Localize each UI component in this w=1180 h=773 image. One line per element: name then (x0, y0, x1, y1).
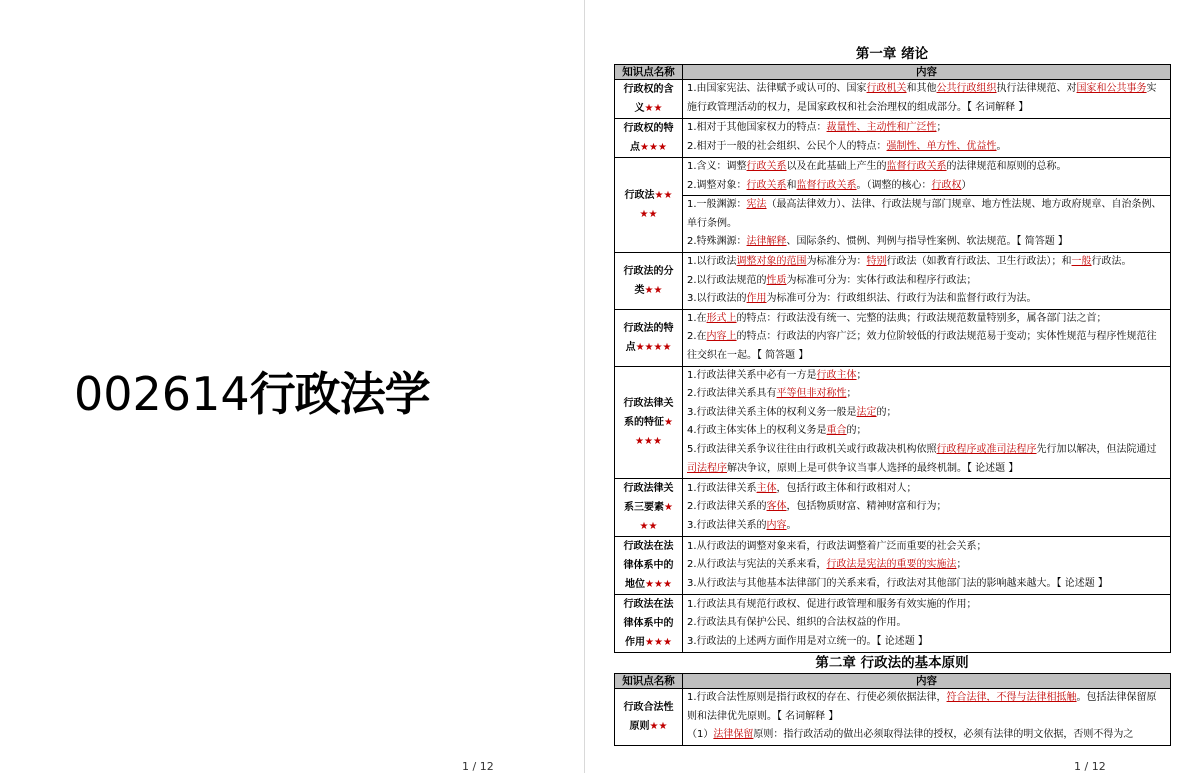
content-cell (683, 80, 1171, 119)
topic-name: 类 (634, 284, 645, 296)
content-text: 4.行政主体实体上的权利义务是 (687, 425, 827, 437)
content-line (687, 138, 1166, 157)
chapter-1-rows (615, 80, 1171, 653)
content-text: 1.在 (687, 312, 707, 324)
table-row (615, 309, 1171, 366)
key-term: 行政法是宪法的重要的实施法 (826, 559, 957, 571)
table-row (615, 119, 1171, 158)
content-text: 1.行政法具有规范行政权、促进行政管理和服务有效实施的作用； (687, 598, 977, 610)
chapter-2-table (614, 673, 1171, 746)
cover-page (0, 0, 584, 773)
topic-name: 律体系中的 (623, 560, 674, 572)
content-text: 和 (786, 179, 797, 191)
topic-cell (615, 479, 683, 537)
table-row (615, 479, 1171, 537)
table-row (615, 595, 1171, 653)
topic-cell (615, 158, 683, 253)
content-text: 为标准可分为：实体行政法和程序行政法； (786, 274, 977, 286)
content-text: 行政法（如教育行政法、卫生行政法）；和 (886, 255, 1072, 267)
content-cell (683, 196, 1171, 253)
course-code: 002614 (74, 367, 250, 421)
content-line (687, 498, 1166, 517)
content-cell (683, 479, 1171, 537)
table-row (615, 537, 1171, 595)
page-number-left: 1 / 12 (462, 760, 494, 773)
content-text: 3.从行政法与其他基本法律部门的关系来看，行政法对其他部门法的影响越来越大。【 论述题 】 (687, 577, 1108, 589)
key-term: 平等但非对称性 (776, 388, 847, 400)
content-text: 1.由国家宪法、法律赋予或认可的、国家 (687, 83, 867, 95)
content-text: 为标准分为： (806, 255, 867, 267)
key-term: 调整对象的范围 (736, 255, 807, 267)
content-line (687, 253, 1166, 272)
importance-stars: ★ (664, 416, 673, 428)
importance-stars: ★ (664, 502, 673, 514)
importance-stars: ★★ (644, 284, 663, 296)
key-term: 法律保留 (713, 729, 754, 741)
key-term: 司法程序 (687, 462, 727, 474)
content-text: 和其他 (906, 83, 937, 95)
topic-name: 行政法在法 (623, 541, 674, 553)
key-term: 作用 (746, 293, 767, 305)
content-text: 3.以行政法的 (687, 293, 747, 305)
content-text: ） (961, 179, 972, 191)
importance-stars: ★★ (654, 189, 673, 201)
content-text: 1.一般渊源： (687, 199, 747, 211)
key-term: 强制性、单方性、优益性 (886, 141, 997, 152)
topic-name: 行政法的分 (623, 265, 674, 277)
content-line (687, 367, 1166, 386)
content-text: 1.相对于其他国家权力的特点： (687, 122, 827, 134)
topic-header: 知识点名称 (615, 674, 683, 689)
importance-stars: ★★★ (645, 637, 672, 649)
importance-stars: ★★ (639, 208, 658, 220)
topic-name: 系的特征 (624, 416, 665, 428)
content-text: 原则：指行政活动的做出必须取得法律的授权，必须有法律的明文依据，否则不得为之 (753, 729, 1134, 741)
key-term: 行政机关 (866, 83, 907, 95)
content-line (687, 119, 1166, 138)
table-row (615, 158, 1171, 196)
content-text: 2.行政法律关系具有 (687, 388, 777, 400)
key-term: 宪法 (746, 199, 767, 211)
key-term: 性质 (766, 274, 787, 286)
key-term: 法定 (856, 406, 877, 418)
topic-name: 系三要素 (624, 502, 665, 514)
key-term: 监督行政关系 (886, 161, 947, 172)
content-text: 的； (846, 425, 867, 437)
chapter-2-title: 第二章 行政法的基本原则 (815, 655, 969, 672)
content-text: 。（调整的核心： (856, 179, 932, 191)
topic-cell (615, 537, 683, 595)
content-line (687, 196, 1166, 233)
content-line (687, 158, 1166, 177)
key-term: 形式上 (706, 312, 737, 324)
content-line (687, 441, 1166, 478)
content-line (687, 517, 1166, 536)
content-text: ； (856, 369, 867, 381)
content-cell (683, 537, 1171, 595)
topic-name: 行政法律关 (623, 483, 674, 495)
content-text: 5.行政法律关系争议往往由行政机关或行政裁决机构依照 (687, 443, 937, 455)
topic-name: 作用 (625, 637, 646, 649)
content-header: 内容 (683, 65, 1171, 80)
content-text: 3.行政法律关系主体的权利义务一般是 (687, 406, 857, 418)
content-text: 2.行政法具有保护公民、组织的合法权益的作用。 (687, 617, 907, 629)
page-divider (584, 0, 585, 773)
content-text: 。 (786, 519, 797, 531)
content-text: 的特点：行政法的内容广泛；效力位阶较低的行政法规范易于变动；实体性规范与程序性规范往往交织在一起。【 简答题 】 (687, 331, 1157, 361)
topic-name: 点 (625, 341, 636, 353)
content-text: ； (846, 388, 857, 400)
key-term: 行政程序或准司法程序 (936, 443, 1037, 455)
topic-name: 行政法的特 (623, 322, 674, 334)
content-text: 3.行政法的上述两方面作用是对立统一的。【 论述题 】 (687, 635, 928, 647)
importance-stars: ★★★ (645, 579, 672, 591)
content-line (687, 633, 1166, 652)
importance-stars: ★★★ (635, 435, 662, 447)
content-text: 为标准可分为：行政组织法、行政行为法和监督行政行为法。 (766, 293, 1037, 305)
content-text: （最高法律效力）、法律、行政法规与部门规章、地方性法规、地方政府规章、自治条例、单行条例。 (687, 199, 1162, 229)
content-text: ，包括行政主体和行政相对人； (776, 482, 917, 494)
topic-header: 知识点名称 (615, 65, 683, 80)
cover-title (74, 358, 430, 424)
topic-name: 行政合法性 (623, 701, 674, 713)
content-cell (683, 595, 1171, 653)
importance-stars: ★★ (649, 720, 668, 732)
topic-name: 律体系中的 (623, 618, 674, 630)
table-row (615, 689, 1171, 746)
content-line (687, 233, 1166, 252)
key-term: 特别 (866, 255, 887, 267)
content-text: 以及在此基础上产生的 (786, 161, 887, 172)
content-text: 2.行政法律关系的 (687, 501, 767, 513)
topic-name: 原则 (629, 720, 650, 732)
key-term: 行政关系 (746, 179, 787, 191)
content-line (687, 726, 1166, 745)
content-cell (683, 689, 1171, 746)
content-line (687, 310, 1166, 329)
content-line (687, 480, 1166, 499)
topic-cell (615, 309, 683, 366)
content-text: 执行法律规范、对 (996, 83, 1077, 95)
key-term: 内容上 (706, 331, 737, 343)
topic-name: 行政法 (624, 189, 655, 201)
content-line (687, 422, 1166, 441)
key-term: 公共行政组织 (936, 83, 997, 95)
key-term: 重合 (826, 425, 847, 437)
content-line (687, 290, 1166, 309)
content-text: 先行加以解决，但法院通过 (1036, 443, 1157, 455)
content-text: 1.从行政法的调整对象来看，行政法调整着广泛而重要的社会关系； (687, 540, 987, 552)
content-text: 2.在 (687, 331, 707, 343)
content-line (687, 385, 1166, 404)
key-term: 裁量性、主动性和广泛性 (826, 122, 937, 134)
key-term: 符合法律，不得与法律相抵触 (946, 692, 1077, 704)
course-title: 行政法学 (249, 367, 430, 421)
content-text: 1.以行政法 (687, 255, 737, 267)
topic-name: 行政法在法 (623, 599, 674, 611)
notes-page (614, 44, 1170, 746)
content-line (687, 575, 1166, 594)
content-text: 1.含义：调整 (687, 161, 747, 172)
topic-name: 义 (634, 103, 645, 114)
importance-stars: ★★★ (640, 142, 667, 153)
content-cell (683, 252, 1171, 309)
content-text: 、国际条约、惯例、判例与指导性案例、软法规范。【 简答题 】 (786, 236, 1068, 248)
topic-name: 行政权的含 (623, 84, 674, 95)
topic-name: 行政权的特 (623, 123, 674, 134)
key-term: 主体 (756, 482, 777, 494)
table-row (615, 252, 1171, 309)
content-text: 1.行政合法性原则是指行政权的存在、行使必须依据法律， (687, 692, 947, 704)
chapter-2-rows (615, 689, 1171, 746)
content-text: ，包括物质财富、精神财富和行为； (786, 501, 947, 513)
key-term: 法律解释 (746, 236, 787, 248)
content-text: 1.行政法律关系 (687, 482, 757, 494)
content-line (687, 538, 1166, 557)
topic-cell (615, 595, 683, 653)
content-text: ； (956, 559, 967, 571)
content-cell (683, 158, 1171, 196)
content-line (687, 272, 1166, 291)
table-row (615, 196, 1171, 253)
content-text: 的特点：行政法没有统一、完整的法典；行政法规范数量特别多，属各部门法之首； (736, 312, 1107, 324)
page-number-right: 1 / 12 (1074, 760, 1106, 773)
content-line (687, 177, 1166, 196)
content-line (687, 614, 1166, 633)
key-term: 内容 (766, 519, 787, 531)
importance-stars: ★★★★ (635, 341, 672, 353)
content-text: 2.以行政法规范的 (687, 274, 767, 286)
topic-name: 地位 (625, 579, 646, 591)
content-line (687, 328, 1166, 365)
content-text: 2.从行政法与宪法的关系来看， (687, 559, 827, 571)
key-term: 一般 (1071, 255, 1092, 267)
content-header: 内容 (683, 674, 1171, 689)
content-text: 3.行政法律关系的 (687, 519, 767, 531)
key-term: 行政权 (931, 179, 962, 191)
importance-stars: ★★ (639, 521, 658, 533)
content-text: 行政法。 (1091, 255, 1132, 267)
topic-cell (615, 119, 683, 158)
content-text: 解决争议，原则上是可供争议当事人选择的最终机制。【 论述题 】 (727, 462, 1019, 474)
table-row (615, 366, 1171, 479)
content-cell (683, 119, 1171, 158)
topic-name: 点 (630, 142, 641, 153)
topic-cell (615, 252, 683, 309)
content-text: 实施行政管理活动的权力，是国家政权和社会治理权的组成部分。【 名词解释 】 (687, 83, 1157, 113)
content-text: ； (936, 122, 947, 134)
table-header-row (615, 674, 1171, 689)
table-row (615, 80, 1171, 119)
content-text: 。 (996, 141, 1007, 152)
content-text: 1.行政法律关系中必有一方是 (687, 369, 817, 381)
content-line (687, 689, 1166, 726)
topic-cell (615, 366, 683, 479)
content-text: 2.特殊渊源： (687, 236, 747, 248)
content-line (687, 556, 1166, 575)
content-text: 2.相对于一般的社会组织、公民个人的特点： (687, 141, 887, 152)
key-term: 行政关系 (746, 161, 787, 172)
key-term: 客体 (766, 501, 787, 513)
key-term: 监督行政关系 (796, 179, 857, 191)
content-text: （1） (687, 729, 714, 741)
content-line (687, 596, 1166, 615)
chapter-1-table (614, 64, 1171, 653)
content-text: 。包括法律保留原则和法律优先原则。【 名词解释 】 (687, 692, 1157, 722)
topic-cell (615, 80, 683, 119)
content-cell (683, 366, 1171, 479)
table-header-row (615, 65, 1171, 80)
content-cell (683, 309, 1171, 366)
content-text: 的法律规范和原则的总称。 (946, 161, 1067, 172)
content-line (687, 80, 1166, 117)
chapter-1-title: 第一章 绪论 (855, 46, 929, 62)
content-text: 的； (876, 406, 897, 418)
key-term: 国家和公共事务 (1076, 83, 1147, 95)
topic-name: 行政法律关 (623, 397, 674, 409)
importance-stars: ★★ (644, 103, 663, 114)
topic-cell (615, 689, 683, 746)
content-text: 2.调整对象： (687, 179, 747, 191)
content-line (687, 404, 1166, 423)
key-term: 行政主体 (816, 369, 857, 381)
